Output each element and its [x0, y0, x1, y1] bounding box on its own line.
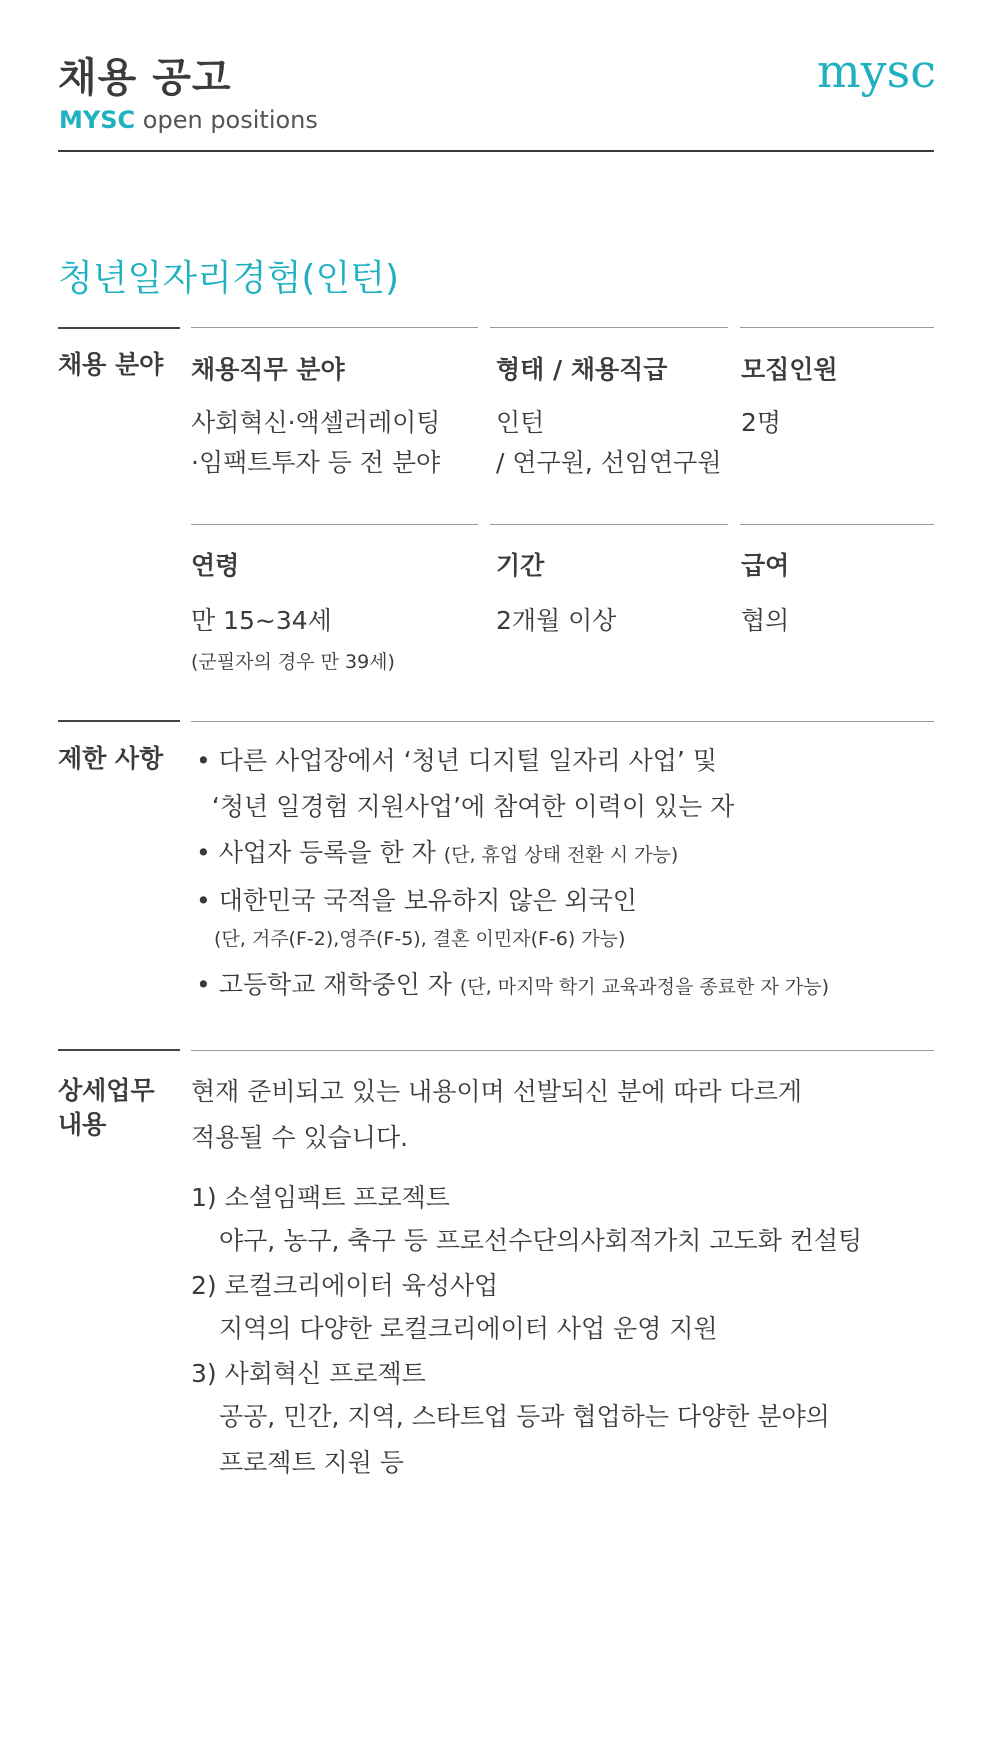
section-divider-details — [58, 1049, 180, 1051]
col-divider-count — [740, 327, 934, 328]
field-line-2: ·임팩트투자 등 전 분야 — [191, 448, 441, 477]
mysc-logo: mysc — [817, 44, 936, 98]
section-label-restrictions: 제한 사항 — [58, 744, 164, 773]
type-line-2: / 연구원, 선임연구원 — [496, 448, 722, 477]
section-divider-recruit — [58, 327, 180, 329]
page-subtitle — [59, 106, 318, 134]
count-value: 2명 — [741, 408, 782, 437]
age-note: (군필자의 경우 만 39세) — [191, 651, 395, 673]
subtitle-brand: MYSC — [59, 106, 136, 134]
field-line-1: 사회혁신·액셀러레이팅 — [191, 408, 441, 437]
restriction-item: • 다른 사업장에서 ‘청년 디지털 일자리 사업’ 및 — [196, 746, 717, 775]
details-intro: 현재 준비되고 있는 내용이며 선발되신 분에 따라 다르게 적용될 수 있습니다. — [191, 1077, 803, 1152]
detail-item-title: 1) 소셜임팩트 프로젝트 — [191, 1183, 450, 1212]
restrictions-list — [196, 738, 829, 1010]
detail-item-body: 프로젝트 지원 등 — [219, 1448, 404, 1477]
col-header-salary: 급여 — [741, 551, 790, 580]
col-divider-field — [191, 327, 478, 328]
detail-item-title: 3) 사회혁신 프로젝트 — [191, 1359, 426, 1388]
restriction-item: • 대한민국 국적을 보유하지 않은 외국인 — [196, 886, 637, 915]
page-title: 채용 공고 — [58, 55, 232, 101]
col-divider-age — [191, 524, 478, 525]
col-header-count: 모집인원 — [741, 355, 838, 384]
detail-item-title: 2) 로컬크리에이터 육성사업 — [191, 1271, 499, 1300]
col-divider-salary — [740, 524, 934, 525]
col-divider-type — [490, 327, 728, 328]
type-value — [496, 403, 721, 483]
period-value: 2개월 이상 — [496, 606, 617, 635]
type-line-1: 인턴 — [496, 408, 545, 437]
job-title: 청년일자리경험(인턴) — [58, 258, 400, 299]
salary-value: 협의 — [741, 606, 790, 635]
col-header-type: 형태 / 채용직급 — [496, 355, 668, 384]
col-divider-period — [490, 524, 728, 525]
section-label-details: 상세업무 내용 — [58, 1076, 155, 1139]
detail-item-body: 지역의 다양한 로컬크리에이터 사업 운영 지원 — [219, 1314, 718, 1343]
detail-item-body: 공공, 민간, 지역, 스타트업 등과 협업하는 다양한 분야의 — [219, 1402, 830, 1431]
details-list — [191, 1178, 862, 1486]
section-label-recruit: 채용 분야 — [58, 350, 164, 379]
restriction-item: • 사업자 등록을 한 자 (단, 휴업 상태 전환 시 가능) — [196, 838, 679, 867]
age-value: 만 15~34세 — [191, 606, 332, 635]
col-header-period: 기간 — [496, 551, 545, 580]
header-divider — [58, 150, 934, 152]
restriction-item: ‘청년 일경험 지원사업’에 참여한 이력이 있는 자 — [196, 792, 735, 821]
field-value — [191, 403, 440, 483]
subtitle-text: open positions — [135, 106, 318, 134]
restriction-item: • 고등학교 재학중인 자 (단, 마지막 학기 교육과정을 종료한 자 가능) — [196, 970, 830, 999]
section-divider-restrictions — [58, 720, 180, 722]
col-header-age: 연령 — [191, 551, 240, 580]
details-divider — [191, 1050, 934, 1051]
restrictions-divider — [191, 721, 934, 722]
detail-item-body: 야구, 농구, 축구 등 프로선수단의사회적가치 고도화 컨설팅 — [219, 1226, 863, 1255]
col-header-field: 채용직무 분야 — [191, 355, 345, 384]
foreigner-note: (단, 거주(F-2),영주(F-5), 결혼 이민자(F-6) 가능) — [214, 928, 626, 950]
